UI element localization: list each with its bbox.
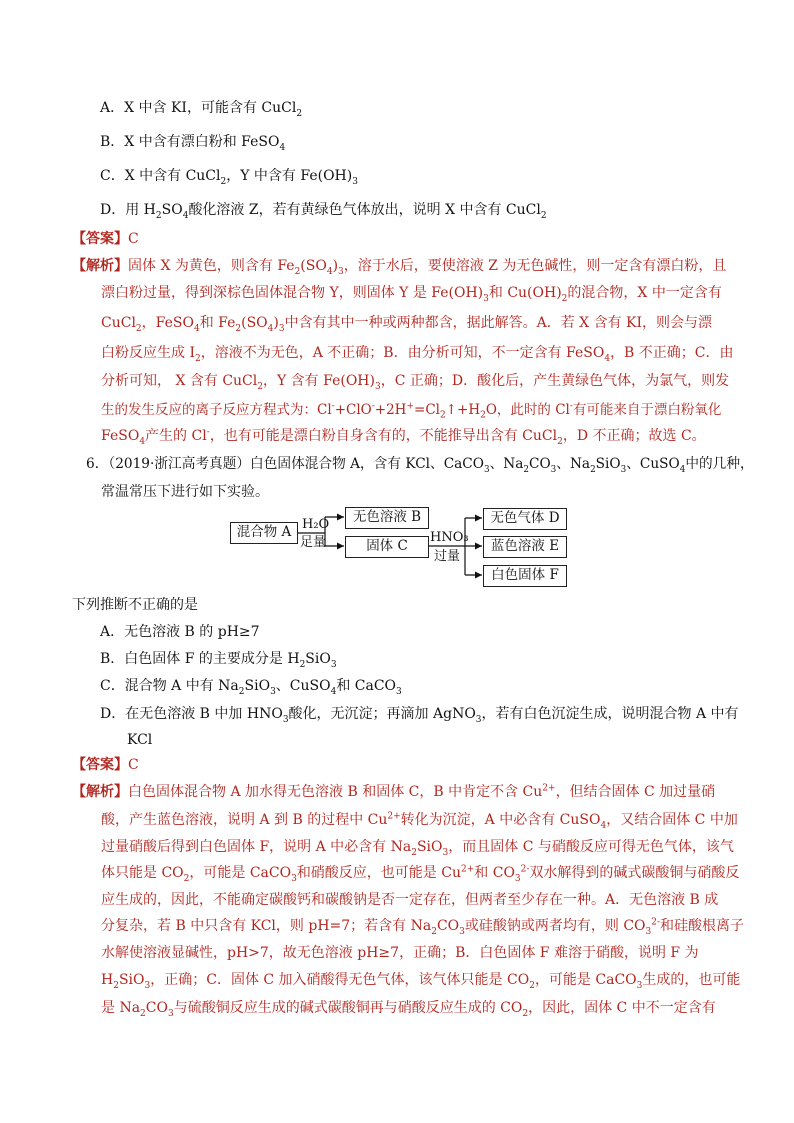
flow-box-solid-c: 固体 C: [345, 536, 429, 558]
q5-analysis-line-7: FeSO$_4$产生的 Cl-，也有可能是漂白粉自身含有的，不能推导出含有 CuCl$_2$，D 不正确；故选 C。: [101, 427, 706, 447]
q6-question: 下列推断不正确的是: [72, 597, 198, 613]
q6-stem-line-2: 常温常压下进行如下实验。: [101, 484, 269, 500]
q6-analysis-line-6: 分复杂，若 B 中只含有 KCl，则 pH=7；若含有 $Na_2CO_3$或硅酸钠或两者均有，则 $CO_3^{2-}$和硅酸根离子: [101, 917, 745, 937]
q6-analysis-line-3: 过量硝酸后得到白色固体 F，说明 A 中必含有 $Na_2SiO_3$，而且固体 C 与硝酸反应可得无色气体，该气: [101, 839, 734, 858]
q6-option-a: A．无色溶液 B 的 pH≥7: [100, 624, 260, 640]
q6-analysis-line-7: 水解使溶液显碱性，pH>7，故无色溶液 pH≥7，正确；B．白色固体 F 难溶于硝酸，说明 F 为: [101, 945, 699, 961]
flow-label-acid-amount: 过量: [434, 549, 461, 564]
q6-option-b: B．白色固体 F 的主要成分是 $H_2SiO_3$: [100, 651, 337, 670]
q5-analysis-line-6: 生的发生反应的离子反应方程式为：$Cl^-+ClO^-+2H^+=Cl_2↑+H_2O$，此时的 Cl-有可能来自于漂白粉氧化: [101, 401, 722, 421]
flow-box-solution-e: 蓝色溶液 E: [483, 536, 567, 558]
q6-analysis-line-2: 酸，产生蓝色溶液，说明 A 到 B 的过程中 $Cu^{2+}$转化为沉淀，A 中必含有 CuSO$_4$，又结合固体 C 中加: [101, 811, 738, 831]
q5-analysis-line-1: 【解析】固体 X 为黄色，则含有 $Fe_2(SO_4)_3$，溶于水后，要使溶液 Z 为无色碱性，则一定含有漂白粉，且: [72, 258, 727, 277]
q6-option-d-line-1: D．在无色溶液 B 中加 $HNO_3$酸化，无沉淀；再滴加 AgNO$_3$，若有白色沉淀生成，说明混合物 A 中有: [100, 706, 739, 725]
flow-label-water: H₂O: [302, 517, 330, 532]
q5-analysis-line-3: CuCl$_2$，FeSO$_4$和 $Fe_2(SO_4)_3$中含有其中一种或两种都含，据此解答。A．若 X 含有 KI，则会与漂: [101, 315, 713, 334]
q5-option-b: B．X 中含有漂白粉和 FeSO$_4$: [100, 134, 286, 153]
q6-option-d-line-2: KCl: [127, 732, 153, 748]
flow-box-solid-f: 白色固体 F: [483, 565, 567, 587]
q6-analysis-line-1: 【解析】白色固体混合物 A 加水得无色溶液 B 和固体 C，B 中肯定不含 $Cu^{2+}$，但结合固体 C 加过量硝: [72, 783, 716, 800]
q6-analysis-line-5: 应生成的，因此，不能确定碳酸钙和碳酸钠是否一定存在，但两者至少存在一种。A．无色溶液 B 成: [101, 892, 719, 908]
q5-analysis-line-2: 漂白粉过量，得到深棕色固体混合物 Y，则固体 Y 是 $Fe(OH)_3$和 $Cu(OH)_2$的混合物，X 中一定含有: [101, 285, 722, 304]
flow-label-acid: HNO₃: [430, 530, 469, 545]
q5-option-a: A．X 中含 KI，可能含有 CuCl$_2$: [100, 100, 303, 119]
q6-answer: 【答案】C: [72, 757, 139, 773]
flow-box-mixture-a: 混合物 A: [230, 522, 298, 544]
q6-analysis-line-9: 是 $Na_2CO_3$与硫酸铜反应生成的碱式碳酸铜再与硝酸反应生成的 $CO_2$，因此，固体 C 中不一定含有: [101, 1000, 716, 1019]
q5-analysis-line-4: 白粉反应生成 $I_2$，溶液不为无色，A 不正确；B．由分析可知，不一定含有 FeSO$_4$，B 不正确；C．由: [101, 345, 734, 364]
q6-analysis-line-4: 体只能是 $CO_2$，可能是 CaCO$_3$和硝酸反应，也可能是 $Cu^{2+}$和 $CO_3^{2-}$双水解得到的碱式碳酸铜与硝酸反: [101, 864, 740, 884]
q5-option-d: D．用 $H_2SO_4$酸化溶液 Z，若有黄绿色气体放出，说明 X 中含有 CuCl$_2$: [100, 202, 547, 221]
q6-analysis-line-8: $H_2SiO_3$，正确；C．固体 C 加入硝酸得无色气体，该气体只能是 $CO_2$，可能是 CaCO$_3$生成的，也可能: [101, 972, 741, 991]
q5-answer: 【答案】C: [72, 231, 139, 247]
q6-option-c: C．混合物 A 中有 $Na_2SiO_3$、CuSO$_4$和 CaCO$_3$: [100, 678, 402, 697]
flow-label-water-amount: 足量: [300, 535, 327, 550]
q6-stem-line-1: 6．（2019·浙江高考真题）白色固体混合物 A，含有 KCl、CaCO$_3$、$Na_2CO_3$、$Na_2SiO_3$、CuSO$_4$中的几种，: [86, 456, 754, 475]
q5-option-c: C．X 中含有 CuCl$_2$，Y 中含有 $Fe(OH)_3$: [100, 168, 358, 187]
q5-analysis-line-5: 分析可知， X 含有 CuCl$_2$，Y 含有 $Fe(OH)_3$，C 正确；D．酸化后，产生黄绿色气体，为氯气，则发: [101, 373, 730, 392]
flow-box-gas-d: 无色气体 D: [483, 508, 567, 530]
flow-box-solution-b: 无色溶液 B: [345, 507, 429, 529]
